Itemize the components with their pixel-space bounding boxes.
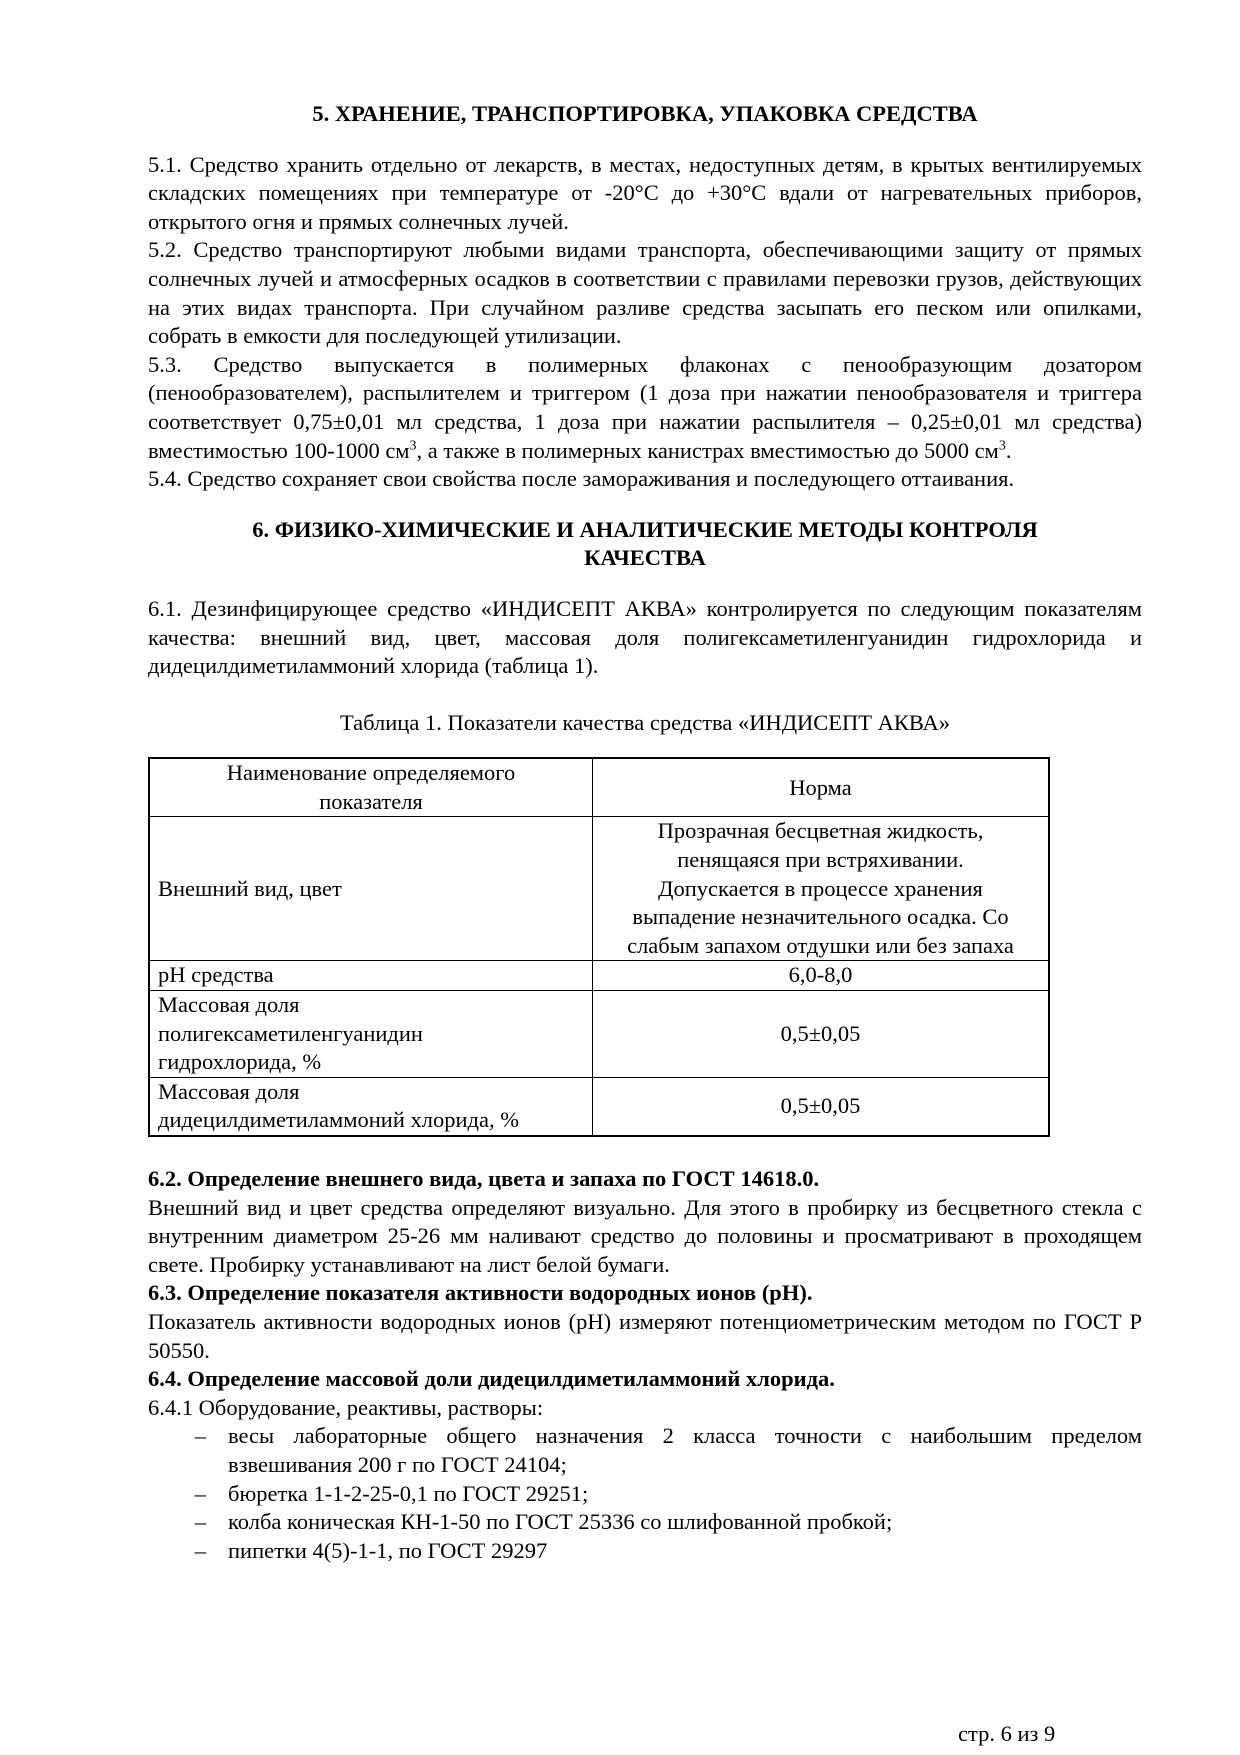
document-page	[148, 100, 1142, 1565]
list-item: – пипетки 4(5)-1-1, по ГОСТ 29297	[148, 1537, 1142, 1566]
dash-icon: –	[194, 1509, 206, 1535]
page-number: стр. 6 из 9	[958, 1721, 1056, 1746]
table-header-cell: Наименование определяемого показателя	[149, 758, 593, 817]
table-row	[149, 991, 1049, 1078]
table-cell: 0,5±0,05	[593, 1077, 1050, 1136]
table-row	[149, 817, 1049, 961]
section-6-title: 6. ФИЗИКО-ХИМИЧЕСКИЕ И АНАЛИТИЧЕСКИЕ МЕТОДЫ КОНТРОЛЯ КАЧЕСТВА	[252, 516, 1038, 571]
dash-icon: –	[194, 1423, 206, 1449]
table-row	[149, 961, 1049, 991]
list-item: – колба коническая КН-1-50 по ГОСТ 25336 со шлифованной пробкой;	[148, 1508, 1142, 1537]
list-item: – бюретка 1-1-2-25-0,1 по ГОСТ 29251;	[148, 1480, 1142, 1509]
table-header-row	[149, 758, 1049, 817]
table-cell: Прозрачная бесцветная жидкость, пенящаяся при встряхивании. Допускается в процессе хранения выпадение незначительного осадка. Со слабым запахом отдушки или без запаха	[593, 817, 1050, 961]
paragraph-6-2: Внешний вид и цвет средства определяют визуально. Для этого в пробирку из бесцветного стекла с внутренним диаметром 25-26 мм наливают средство до половины и просматривают в проходящем свете. Пробирку устанавливают на лист белой бумаги.	[148, 1194, 1142, 1277]
equipment-list	[148, 1422, 1142, 1565]
paragraph-6-3: Показатель активности водородных ионов (рН) измеряют потенциометрическим методом по ГОСТ Р 50550.	[148, 1308, 1142, 1363]
table-cell: Внешний вид, цвет	[149, 817, 593, 961]
paragraph-6-4-1: 6.4.1 Оборудование, реактивы, растворы:	[148, 1394, 544, 1420]
paragraph-5-1: 5.1. Средство хранить отдельно от лекарств, в местах, недоступных детям, в крытых вентилируемых складских помещениях при температуре от -20°С до +30°С вдали от нагревательных приборов, открытого огня и прямых солнечных лучей.	[148, 151, 1142, 234]
quality-table	[148, 757, 1050, 1137]
section-5-title: 5. ХРАНЕНИЕ, ТРАНСПОРТИРОВКА, УПАКОВКА СРЕДСТВА	[312, 101, 978, 126]
heading-6-2: 6.2. Определение внешнего вида, цвета и запаха по ГОСТ 14618.0.	[148, 1166, 820, 1191]
heading-6-4: 6.4. Определение массовой доли дидецилдиметиламмоний хлорида.	[148, 1366, 835, 1392]
table-cell: Массовая доля дидецилдиметиламмоний хлорида, %	[149, 1077, 593, 1136]
dash-icon: –	[194, 1537, 206, 1563]
paragraph-5-3: 5.3. Средство выпускается в полимерных флаконах с пенообразующим дозатором (пенообразователем), распылителем и триггером (1 доза при нажатии пенообразователя и триггера соответствует 0,75±0,01 мл средства, 1 доза при нажатии распылителя – 0,25±0,01 мл средства) вместимостью 100-1000 $см^3$, а также в полимерных канистрах вместимостью до 5000 $см^3$.	[148, 351, 1142, 463]
heading-6-3: 6.3. Определение показателя активности водородных ионов (рН).	[148, 1280, 813, 1306]
table-row	[149, 1077, 1049, 1136]
list-item: – весы лабораторные общего назначения 2 класса точности с наибольшим пределом взвешивания 200 г по ГОСТ 24104;	[194, 1423, 1142, 1477]
table-cell: 6,0-8,0	[593, 961, 1050, 991]
paragraph-5-2: 5.2. Средство транспортируют любыми видами транспорта, обеспечивающими защиту от прямых солнечных лучей и атмосферных осадков в соответствии с правилами перевозки грузов, действующих на этих видах транспорта. При случайном разливе средства засыпать его песком или опилками, собрать в емкости для последующей утилизации.	[148, 237, 1142, 349]
paragraph-5-4: 5.4. Средство сохраняет свои свойства после замораживания и последующего оттаивания.	[148, 466, 1015, 492]
table-cell: 0,5±0,05	[593, 991, 1050, 1078]
dash-icon: –	[194, 1480, 206, 1506]
table-header-cell: Норма	[593, 758, 1050, 817]
table-cell: Массовая доля полигексаметиленгуанидин гидрохлорида, %	[149, 991, 593, 1078]
table-caption: Таблица 1. Показатели качества средства «ИНДИСЕПТ АКВА»	[339, 709, 951, 735]
paragraph-6-1: 6.1. Дезинфицирующее средство «ИНДИСЕПТ АКВА» контролируется по следующим показателям качества: внешний вид, цвет, массовая доля полигексаметиленгуанидин гидрохлорида и дидецилдиметиламмоний хлорида (таблица 1).	[148, 595, 1142, 679]
table-cell: рН средства	[149, 961, 593, 991]
